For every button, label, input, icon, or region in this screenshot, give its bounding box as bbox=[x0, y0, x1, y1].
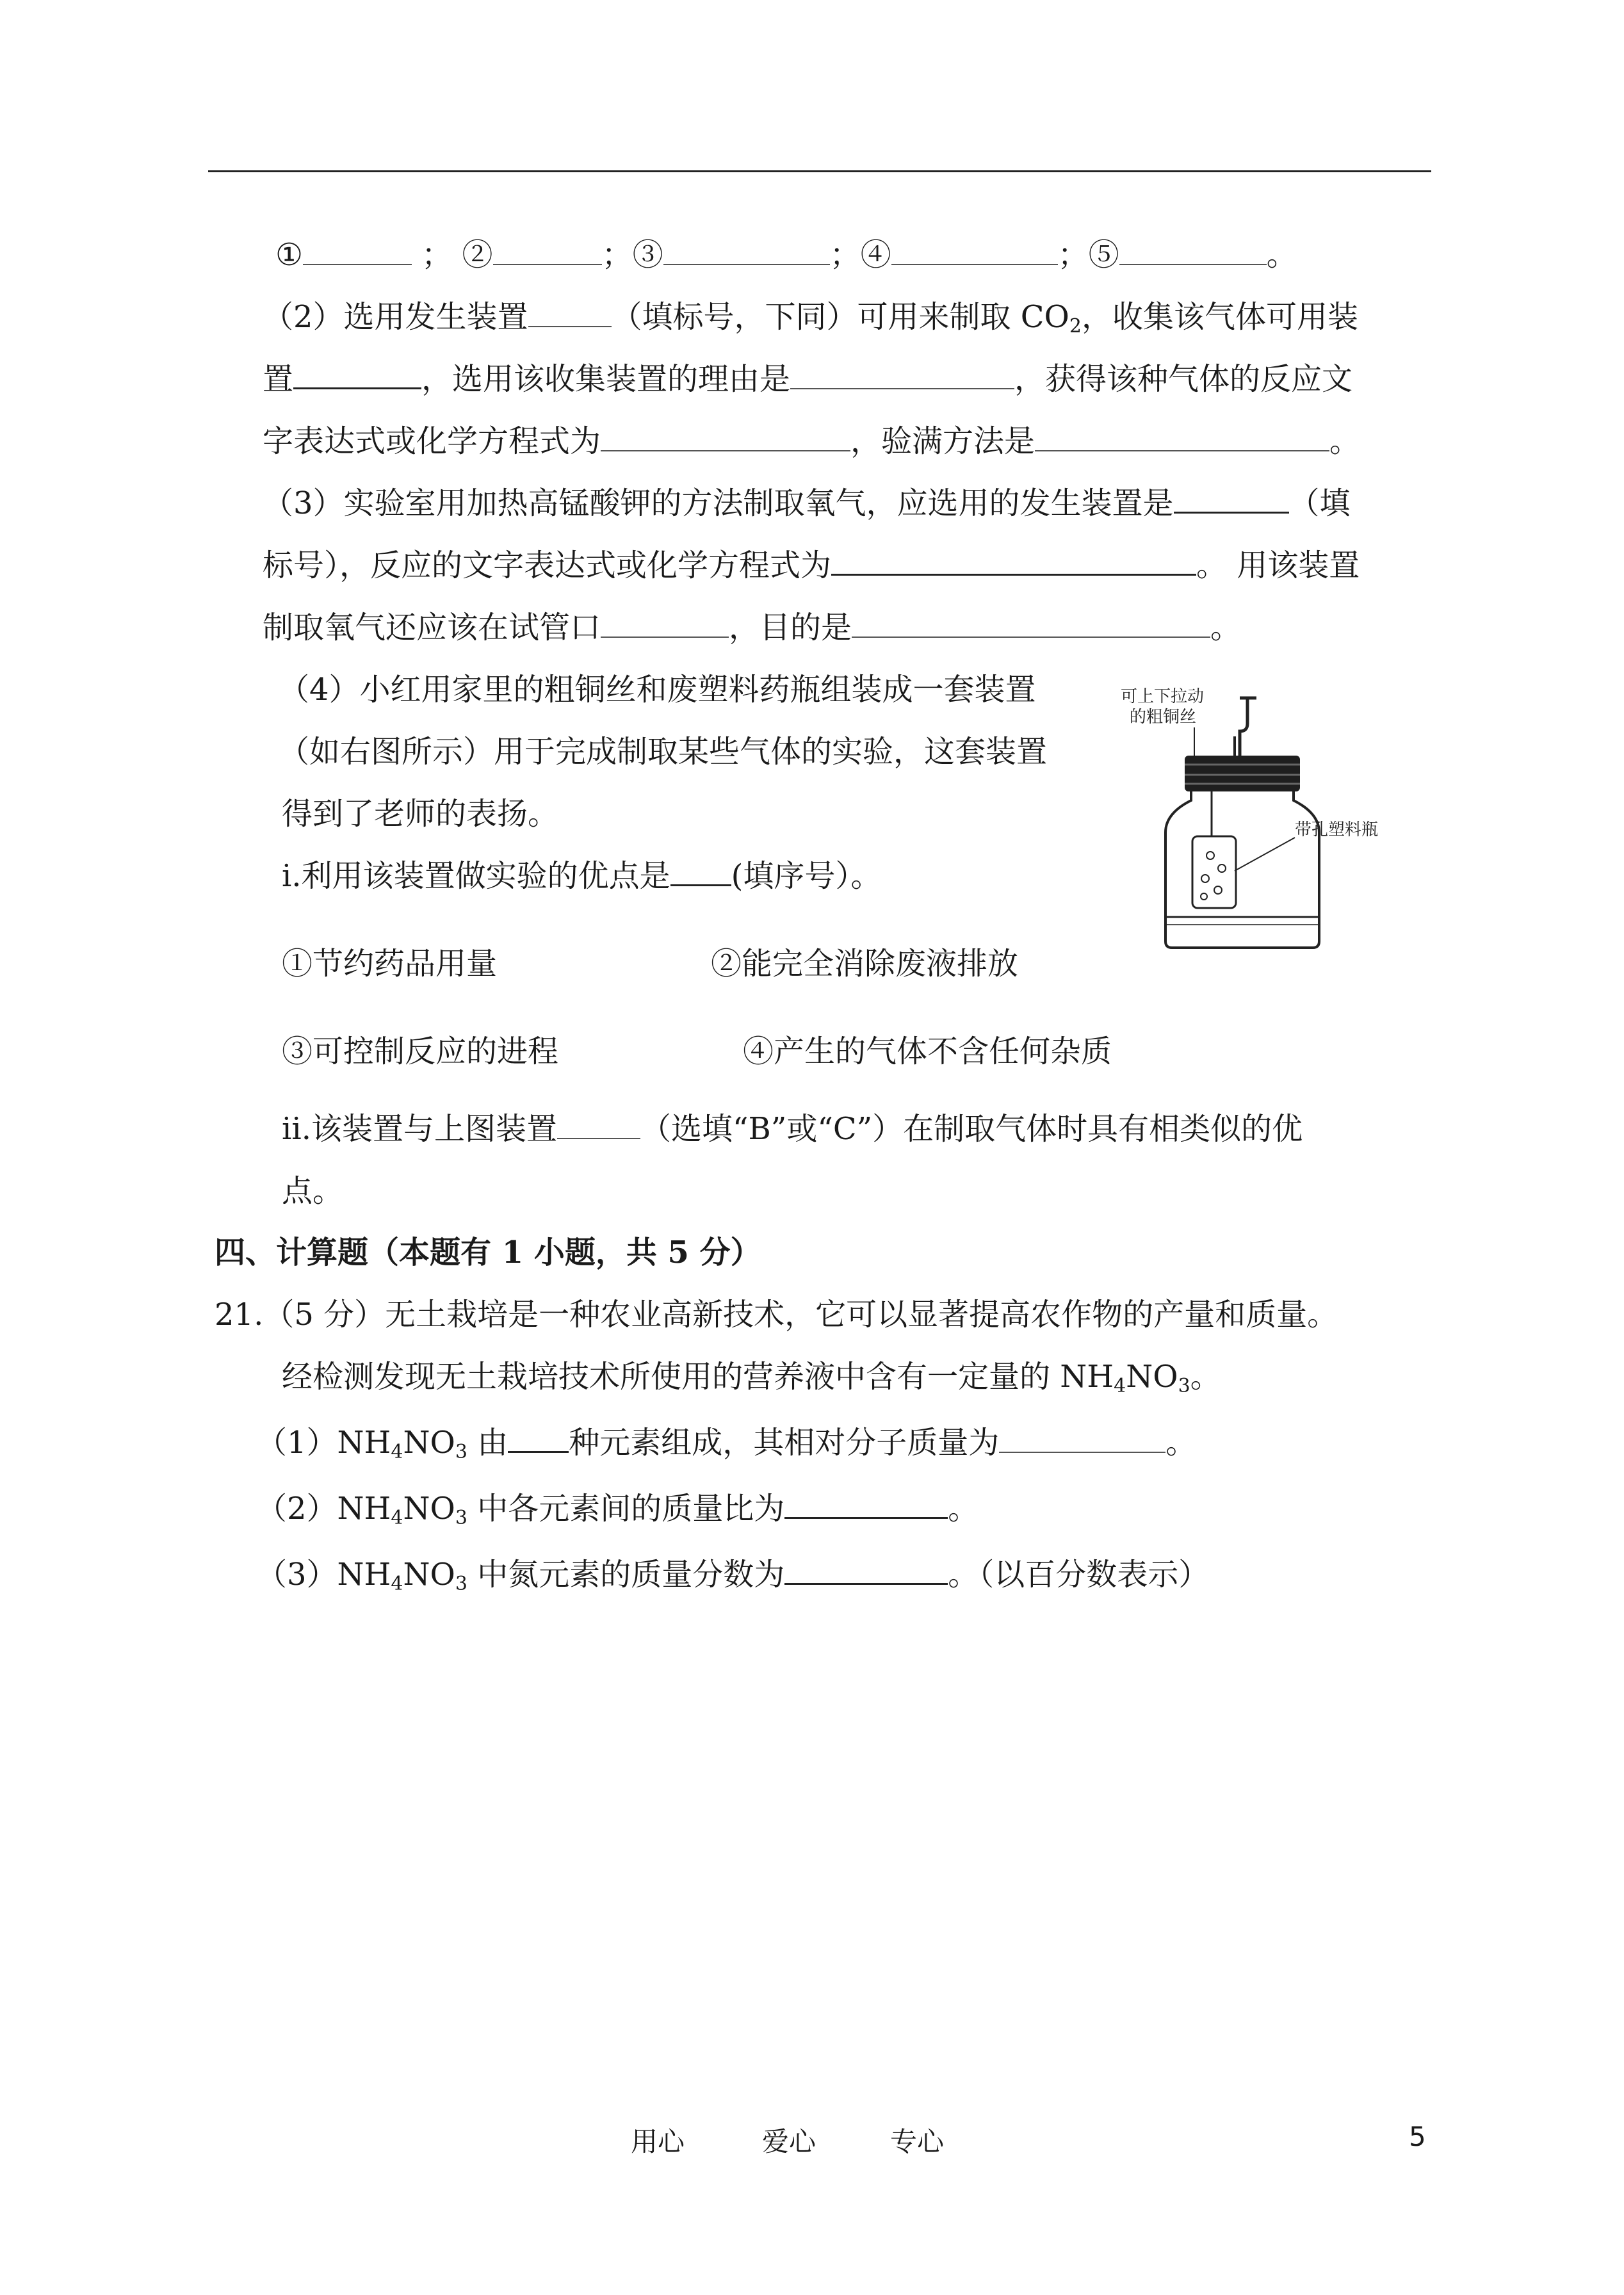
option-4: ④产生的气体不含任何杂质 bbox=[743, 1034, 1112, 1069]
q21-sub1: $(1)NH_4NO_3$ 由 种元素组成，其相对分子质量为 。 bbox=[256, 1425, 1197, 1463]
blank-full-check[interactable] bbox=[1035, 423, 1329, 451]
q20-part4-ii: ii.该装置与上图装置 （选填“B”或“C”）在制取气体时具有相类似的优 bbox=[282, 1111, 1303, 1147]
blank-collector-co2[interactable] bbox=[293, 361, 421, 389]
blank-element-count[interactable] bbox=[508, 1424, 569, 1453]
q20-part4-line3: 得到了老师的表扬。 bbox=[282, 796, 559, 832]
page-number: 5 bbox=[1409, 2121, 1426, 2152]
blank-tube-mouth[interactable] bbox=[601, 610, 729, 638]
section-4-heading: 四、计算题（本题有 1 小题，共 5 分） bbox=[215, 1235, 761, 1270]
q20-part4-ii-end: 点。 bbox=[282, 1173, 344, 1209]
bottle-apparatus-figure bbox=[1114, 679, 1434, 961]
q21-line1: 21.（5 分）无土栽培是一种农业高新技术，它可以显著提高农作物的产量和质量。 bbox=[215, 1297, 1338, 1333]
q20-part2-line1: （2）选用发生装置 （填标号，下同）可用来制取 $CO_2$，收集该气体可用装 bbox=[263, 299, 1358, 337]
blank-generator-o2[interactable] bbox=[1174, 485, 1289, 514]
q20-part4-line2: （如右图所示）用于完成制取某些气体的实验，这套装置 bbox=[279, 734, 1048, 770]
blank-purpose[interactable] bbox=[852, 610, 1210, 638]
blank-5[interactable] bbox=[1119, 237, 1267, 265]
perforated-bottle-label: 带孔塑料瓶 bbox=[1295, 820, 1379, 839]
blank-similar-device[interactable] bbox=[557, 1111, 640, 1139]
copper-wire-label-2: 的粗铜丝 bbox=[1130, 708, 1197, 727]
q20-part3-line2: 标号），反应的文字表达式或化学方程式为 。 用该装置 bbox=[263, 547, 1360, 583]
footer-middle-text: 爱心 bbox=[762, 2126, 816, 2157]
option-1: ①节约药品用量 bbox=[282, 946, 498, 982]
q21-sub2: $(2)NH_4NO_3$ 中各元素间的质量比为 。 bbox=[256, 1491, 979, 1529]
footer-left-text: 用心 bbox=[631, 2126, 685, 2157]
blank-4[interactable] bbox=[891, 237, 1058, 265]
blank-reason[interactable] bbox=[790, 361, 1014, 389]
blank-advantage[interactable] bbox=[670, 857, 731, 886]
footer-right-text: 专心 bbox=[890, 2126, 945, 2157]
q20-part4-line1: （4）小红用家里的粗铜丝和废塑料药瓶组装成一套装置 bbox=[279, 672, 1036, 708]
copper-wire-label: 可上下拉动 bbox=[1121, 687, 1205, 706]
blank-2[interactable] bbox=[493, 237, 602, 265]
q20-part3-line1: （3）实验室用加热高锰酸钾的方法制取氧气，应选用的发生装置是 （填 bbox=[263, 485, 1351, 521]
option-3: ③可控制反应的进程 bbox=[282, 1034, 559, 1069]
blank-mass-ratio[interactable] bbox=[784, 1490, 948, 1519]
q21-line2: 经检测发现无土栽培技术所使用的营养液中含有一定量的 $NH_4NO_3$。 bbox=[282, 1359, 1221, 1397]
blank-3[interactable] bbox=[663, 237, 830, 265]
blank-molecular-mass[interactable] bbox=[999, 1425, 1165, 1453]
header-rule bbox=[208, 170, 1431, 172]
option-2: ②能完全消除废液排放 bbox=[711, 946, 1019, 982]
q20-part2-line3: 字表达式或化学方程式为 ，验满方法是 。 bbox=[263, 423, 1361, 459]
blank-generator-co2[interactable] bbox=[528, 299, 612, 327]
q20-part4-i: i.利用该装置做实验的优点是 (填序号）。 bbox=[282, 858, 882, 894]
q20-part2-line2: 置 ，选用该收集装置的理由是 ，获得该种气体的反应文 bbox=[263, 361, 1353, 397]
blank-1[interactable] bbox=[303, 237, 412, 265]
blank-nitrogen-percent[interactable] bbox=[784, 1556, 948, 1585]
q21-sub3: $(3)NH_4NO_3$ 中氮元素的质量分数为 。（以百分数表示） bbox=[256, 1557, 1210, 1595]
blank-equation-co2[interactable] bbox=[601, 423, 850, 451]
q20-answer-blanks-line: ① ； ② ；③ ；④ ；⑤ 。 bbox=[275, 237, 1297, 273]
q20-part3-line3: 制取氧气还应该在试管口 ，目的是 。 bbox=[263, 610, 1242, 645]
blank-equation-o2[interactable] bbox=[831, 547, 1196, 576]
